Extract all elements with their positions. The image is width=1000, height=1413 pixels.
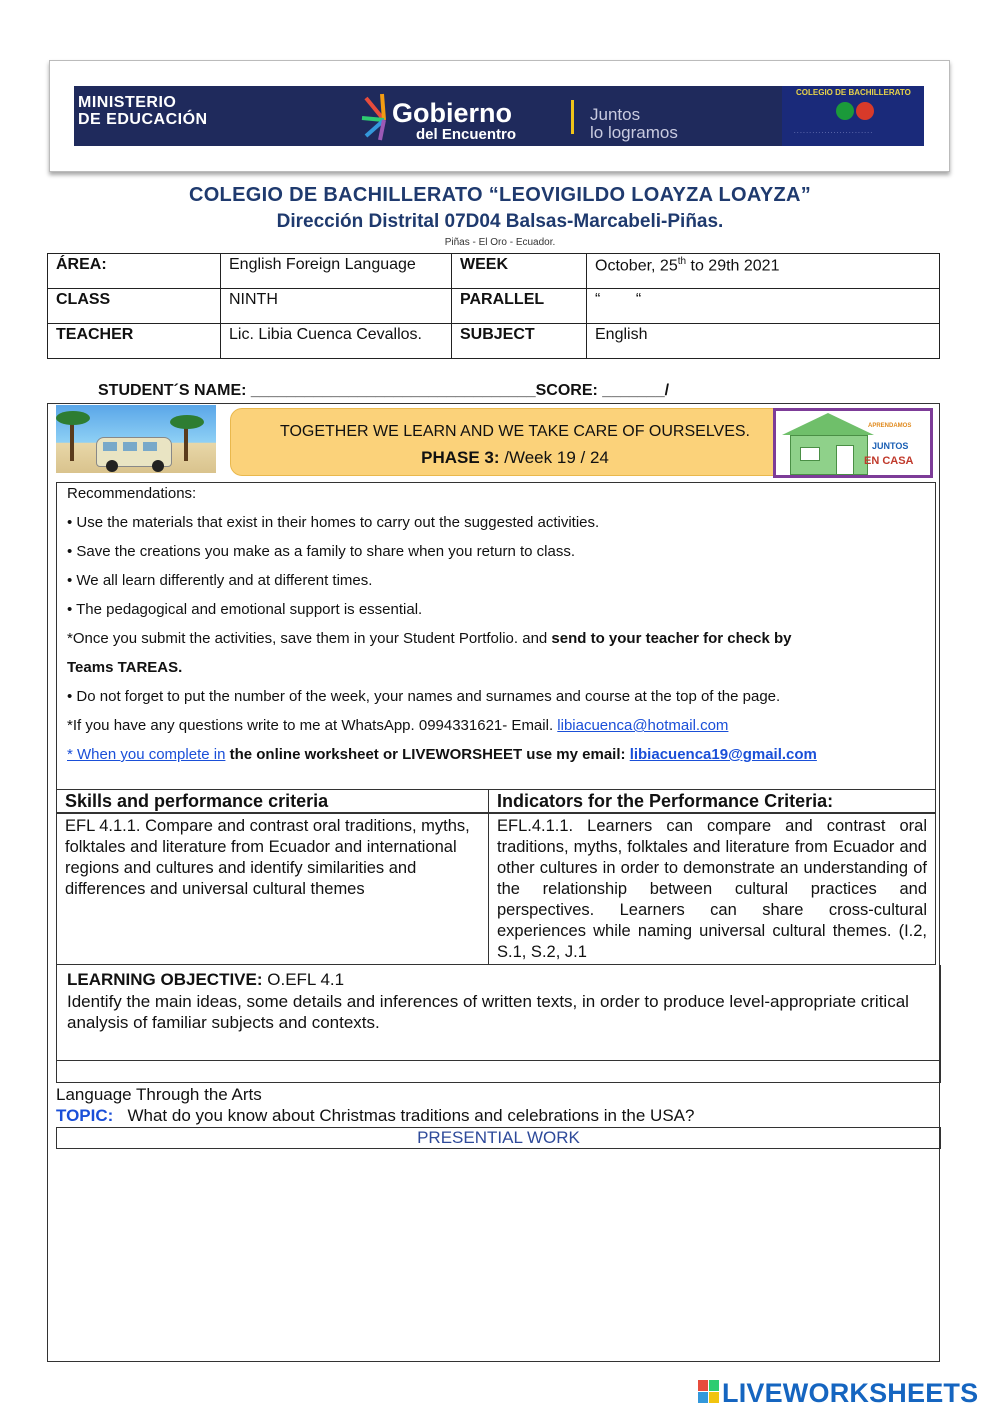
van-window (103, 442, 117, 451)
aprendamos-logo (773, 408, 933, 478)
liveworksheets-icon (698, 1380, 720, 1404)
gov-separator (571, 100, 574, 134)
skills-header-row (57, 790, 936, 814)
recommendations-title: Recommendations: (67, 485, 197, 502)
topic-text: What do you know about Christmas traditions and celebrations in the USA? (113, 1106, 695, 1125)
teacher-value: Lic. Libia Cuenca Cevallos. (221, 324, 452, 359)
house-window-icon (800, 447, 820, 461)
parallel-value: “ “ (587, 289, 940, 324)
school-title: COLEGIO DE BACHILLERATO “LEOVIGILDO LOAYZA LOAYZA” (188, 184, 812, 206)
area-label: ÁREA: (48, 254, 221, 289)
recommendation-item: • Save the creations you make as a family to share when you return to class. (67, 543, 576, 560)
week-value (587, 254, 940, 289)
student-name-line[interactable]: STUDENT´S NAME: ________________________________SCORE: _______/ (98, 382, 670, 399)
recommendation-item (67, 630, 792, 647)
palm-leaves (170, 415, 204, 429)
sunburst-icon (356, 90, 396, 142)
ministry-line2: DE EDUCACIÓN (78, 111, 208, 128)
beach-van-image (56, 405, 216, 473)
recommendation-item: • The pedagogical and emotional support is essential. (67, 601, 423, 618)
objective-heading (67, 970, 344, 990)
recommendation-item: • Use the materials that exist in their homes to carry out the suggested activities. (67, 514, 600, 531)
phase-banner (230, 408, 800, 476)
language-through-arts: Language Through the Arts (56, 1085, 262, 1104)
palm-leaves (56, 411, 90, 425)
skills-body: EFL 4.1.1. Compare and contrast oral traditions, myths, folktales and literature from Ecuador and international regions and cultures and identify similarities and differences and universal cultural themes (57, 813, 489, 965)
school-logo-fineprint: · · · · · · · · · · · · · · · · · · · · · · · · · · (794, 130, 873, 136)
recommendation-item (67, 717, 728, 734)
recommendation-item: • We all learn differently and at different times. (67, 572, 373, 589)
week-value-start: October, 25 (595, 257, 678, 275)
learning-objective-box (56, 965, 941, 1061)
info-row-class (48, 289, 940, 324)
ministry-line1: MINISTERIO (78, 94, 177, 111)
house-text-juntos: JUNTOS (872, 441, 909, 451)
skills-body-row (57, 813, 936, 965)
location-text: Piñas - El Oro - Ecuador. (444, 237, 556, 248)
slogan (590, 106, 678, 142)
skills-table (56, 789, 936, 965)
parallel-label: PARALLEL (452, 289, 587, 324)
phase-label: PHASE 3: (421, 448, 500, 467)
house-text-encasa: EN CASA (864, 455, 914, 467)
topic-label: TOPIC: (56, 1106, 114, 1125)
recommendation-item: • Do not forget to put the number of the week, your names and surnames and course at the top of the page. (67, 688, 781, 705)
indicators-header: Indicators for the Performance Criteria: (489, 790, 936, 814)
recommendations-box (56, 482, 936, 790)
house-door-icon (836, 445, 854, 475)
ministry-logo (78, 94, 208, 128)
skills-header: Skills and performance criteria (57, 790, 489, 814)
subject-label: SUBJECT (452, 324, 587, 359)
recommendation-bold: Teams TAREAS. (67, 659, 183, 676)
topic-line (56, 1106, 694, 1126)
together-text: TOGETHER WE LEARN AND WE TAKE CARE OF OURSELVES. (279, 423, 750, 440)
teacher-label: TEACHER (48, 324, 221, 359)
subject-value: English (587, 324, 940, 359)
info-row-area (48, 254, 940, 289)
tragedy-mask-icon (856, 102, 874, 120)
presential-work-header: PRESENTIAL WORK (56, 1127, 941, 1149)
comedy-mask-icon (836, 102, 854, 120)
gmail-email-link[interactable]: libiacuenca19@gmail.com (629, 746, 817, 763)
house-roof-icon (782, 413, 874, 435)
info-table (47, 253, 940, 359)
week-value-sup: th (677, 256, 687, 267)
recommendation-bold: send to your teacher for check by (551, 630, 792, 647)
school-logo-text: COLEGIO DE BACHILLERATO (796, 88, 911, 97)
hotmail-email-link[interactable]: libiacuenca@hotmail.com (557, 717, 729, 734)
info-row-teacher (48, 324, 940, 359)
objective-text: Identify the main ideas, some details and inferences of written texts, in order to produce level-appropriate critical analysis of familiar subjects and contexts. (67, 992, 909, 1032)
objective-code: O.EFL 4.1 (262, 970, 345, 989)
complete-in-link[interactable]: * When you complete in (67, 746, 226, 763)
van-wheel (152, 460, 164, 472)
phase-value: /Week 19 / 24 (499, 448, 609, 467)
house-text-aprendamos: APRENDAMOS (868, 423, 912, 429)
area-value: English Foreign Language (221, 254, 452, 289)
recommendation-item (67, 659, 182, 676)
slogan-line2: lo logramos (590, 123, 678, 142)
recommendation-bold: the online worksheet or LIVEWORSHEET use my email: (225, 746, 630, 763)
objective-label: LEARNING OBJECTIVE: (67, 970, 263, 989)
van-window (123, 442, 137, 451)
blank-row (56, 1061, 941, 1083)
liveworksheets-brand: LIVEWORKSHEETS (722, 1378, 979, 1408)
district-title: Dirección Distrital 07D04 Balsas-Marcabeli-Piñas. (276, 211, 724, 232)
recommendation-text: *If you have any questions write to me at WhatsApp. 0994331621- Email. (67, 717, 558, 734)
indicators-body: EFL.4.1.1. Learners can compare and contrast oral traditions, myths, folktales and literature from Ecuador and other cultures in order to demonstrate an understanding of the relationship between cultural practices and perspectives. Learners can share cross-cultural experiences while naming universal cultural themes. (I.2, S.1, S.2, J.1 (489, 813, 936, 965)
school-logo (782, 86, 924, 146)
class-label: CLASS (48, 289, 221, 324)
gov-title: Gobierno (392, 98, 512, 128)
van-wheel (106, 460, 118, 472)
week-label: WEEK (452, 254, 587, 289)
week-value-end: to 29th 2021 (686, 257, 780, 275)
gov-subtitle: del Encuentro (416, 126, 517, 143)
recommendation-item (67, 746, 817, 763)
class-value: NINTH (221, 289, 452, 324)
phase-line (231, 448, 799, 468)
van-window (143, 442, 157, 451)
recommendation-text: *Once you submit the activities, save them in your Student Portfolio. and (67, 630, 552, 647)
ministry-banner (74, 86, 924, 146)
slogan-line1: Juntos (590, 105, 641, 124)
